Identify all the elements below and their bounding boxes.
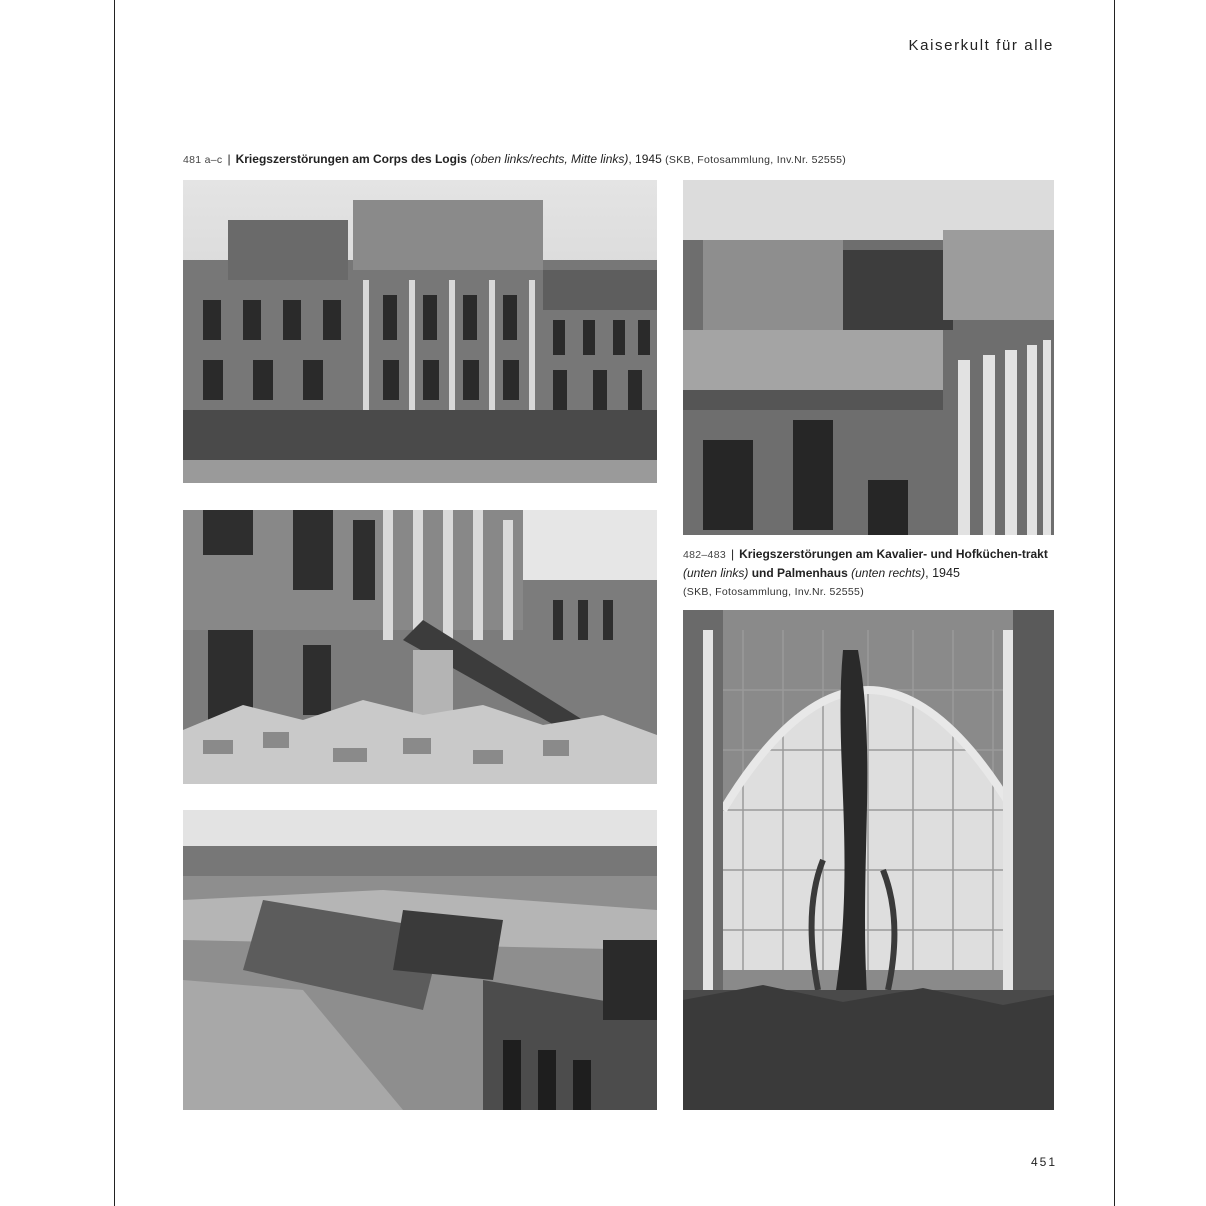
caption-title: Kriegszerstörungen am Corps des Logis (235, 152, 467, 166)
page-number: 451 (1031, 1155, 1058, 1169)
page-edge-left (114, 0, 115, 1206)
photo-aerial-kavaliertrakt (183, 810, 657, 1110)
caption-number: 482–483 (683, 549, 726, 561)
caption-separator: | (730, 547, 735, 561)
caption-parenthetical: (oben links/rechts, Mitte links) (470, 152, 629, 166)
photo-rubble-stairway (183, 510, 657, 784)
photo-corps-des-logis-facade (183, 180, 657, 483)
caption-482-483 (683, 545, 1055, 601)
caption-title-part2: und Palmenhaus (751, 566, 848, 580)
caption-source: (SKB, Fotosammlung, Inv.Nr. 52555) (665, 154, 847, 166)
caption-separator: | (227, 152, 231, 166)
running-head: Kaiserkult für alle (908, 37, 1054, 54)
caption-number: 481 a–c (183, 154, 223, 166)
photo-damaged-roof-columns (683, 180, 1054, 535)
caption-year: , 1945 (925, 566, 960, 580)
caption-title-part1: Kriegszerstörungen am Kavalier- und Hofküchen-trakt (739, 547, 1048, 561)
caption-source: (SKB, Fotosammlung, Inv.Nr. 52555) (683, 586, 864, 598)
photo-palmenhaus-interior (683, 610, 1054, 1110)
caption-parenthetical-1: (unten links) (683, 566, 749, 580)
caption-parenthetical-2: (unten rechts) (851, 566, 926, 580)
caption-year: , 1945 (628, 152, 662, 166)
page-edge-right (1114, 0, 1115, 1206)
caption-481 (183, 150, 1063, 169)
